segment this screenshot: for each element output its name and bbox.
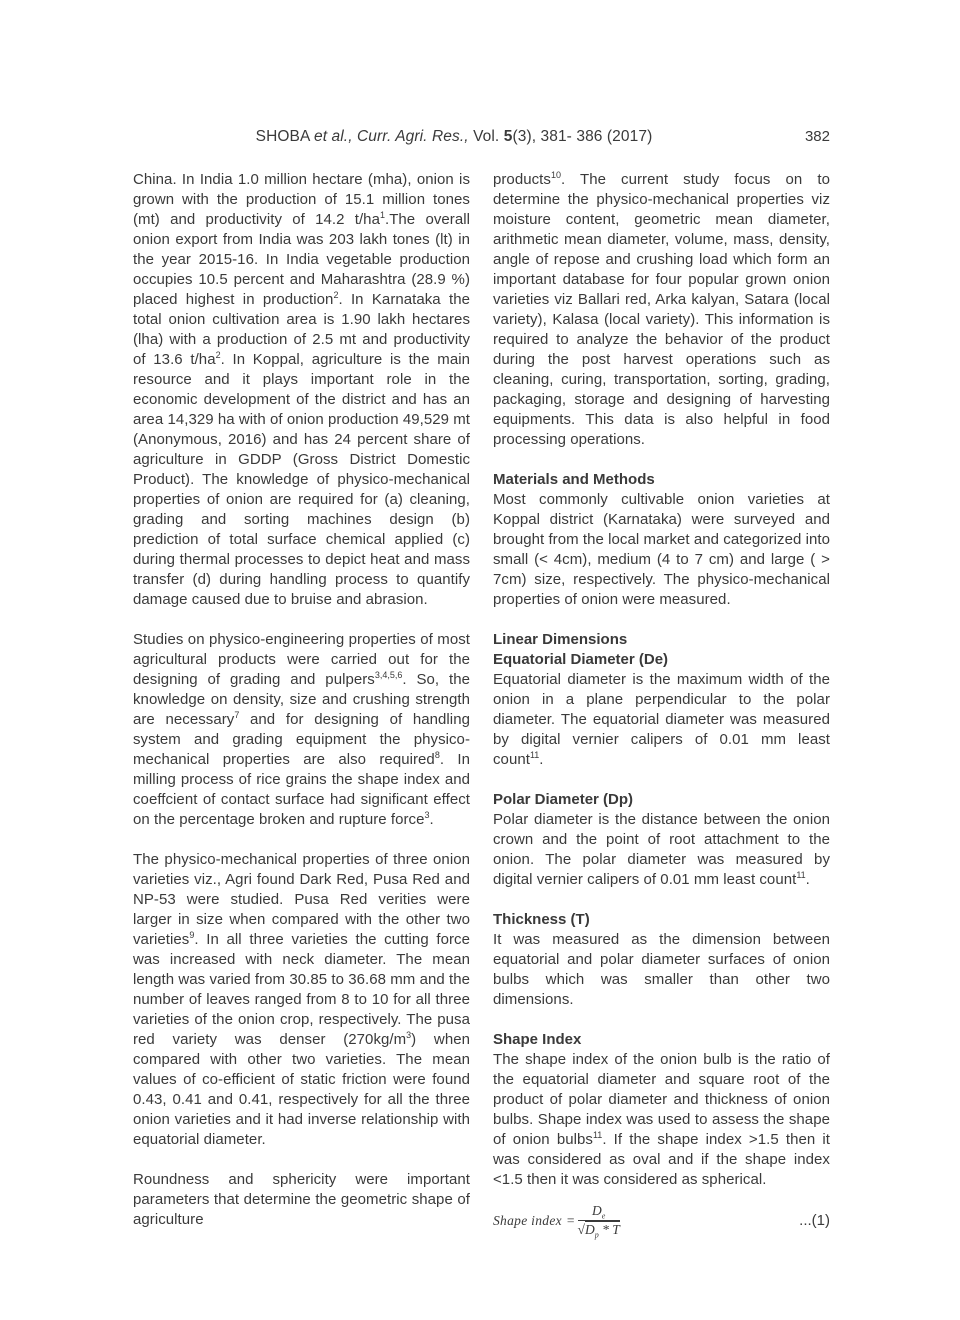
paragraph-physico-engineering-studies: Studies on physico-engineering properties of most agricultural products were carried out for the designing of grading and pulpers$^{3,4,5,6}$. So, the knowledge on density, size and crushing strength are necessary$^7$ and for designing of handling system and grading equipment the physico-mechanical properties are also required$^8$. In milling process of rice grains the shape index and coeffcient of contact surface had significant effect on the percentage broken and rupture force$^3$. — [133, 631, 471, 828]
numerator-subscript: e — [601, 1211, 606, 1221]
equals-sign: = — [566, 1212, 575, 1228]
equation-fraction — [578, 1203, 620, 1238]
heading-thickness: Thickness (T) — [493, 911, 590, 928]
page-header — [133, 128, 830, 150]
left-column — [133, 170, 470, 1238]
equation-lhs: Shape index — [493, 1212, 562, 1228]
paragraph-current-study: products$^{10}$. The current study focus on to determine the physico-mechanical properties viz moisture content, geometric mean diameter, arithmetic mean diameter, volume, mass, density, angle of repose and crushing load which form an important database for four popular grown onion varieties viz Ballari red, Arka kalyan, Satara (local variety), Kalasa (local variety). This information is required to analyze the behavior of the product during the post harvest operations such as cleaning, curing, transportation, sorting, grading, packaging, storage and designing of harvesting equipments. This data is also helpful in food processing operations. — [493, 170, 830, 448]
denominator-symbol: D — [584, 1222, 595, 1237]
numerator-symbol: D — [591, 1203, 602, 1218]
shape-index-equation — [493, 1203, 830, 1238]
heading-shape-index: Shape Index — [493, 1031, 582, 1048]
running-head-citation: SHOBA et al., Curr. Agri. Res., Vol. 5(3), 381- 386 (2017) — [255, 128, 653, 145]
page-number: 382 — [804, 128, 830, 145]
article-body — [133, 170, 830, 1238]
paragraph-thickness: It was measured as the dimension between equatorial and polar diameter surfaces of onion bulbs which was smaller than other two dimensions. — [493, 931, 830, 1008]
radical-sign: √ — [577, 1222, 585, 1237]
heading-materials-and-methods: Materials and Methods — [493, 471, 655, 488]
paragraph-shape-index: The shape index of the onion bulb is the ratio of the equatorial diameter and square root of the product of polar diameter and thickness of onion bulbs. Shape index was used to assess the shape of onion bulbs$^{11}$. If the shape index >1.5 then it was considered as oval and if the shape index <1.5 then it was considered as spherical. — [493, 1051, 831, 1188]
paragraph-india-onion-production: China. In India 1.0 million hectare (mha), onion is grown with the production of 15.1 million tones (mt) and productivity of 14.2 $t/ha^1.The$ overall onion export from India was 203 lakh tones (lt) in the year 2015-16. In India vegetable production occupies 10.5 percent and Maharashtra (28.9 %) placed highest in production$^2$. In Karnataka the total onion cultivation area is 1.90 lakh hectares (lha) with a production of 2.5 mt and productivity of 13.6 $t/ha^2$. In Koppal, agriculture is the main resource and it plays important role in the economic development of the district and has an area 14,329 ha with of onion production 49,529 mt (Anonymous, 2016) and has 24 percent share of agriculture in GDDP (Gross District Domestic Product). The knowledge of physico-mechanical properties of onion are required for (a) cleaning, grading and sorting machines design (b) prediction of total surface chemical applied (c) during thermal processes to depict heat and mass transfer (d) during handling process to quantify damage caused due to bruise and abrasion. — [133, 171, 470, 608]
paragraph-polar-diameter: Polar diameter is the distance between the onion crown and the point of root attachment to the onion. The polar diameter was measured by digital vernier calipers of 0.01 mm least count$^{11}$. — [493, 811, 830, 888]
equation-expression — [493, 1203, 620, 1238]
denominator-rest: * T — [598, 1222, 620, 1237]
radicand — [584, 1221, 620, 1240]
heading-equatorial-diameter: Equatorial Diameter (De) — [493, 651, 669, 668]
heading-polar-diameter: Polar Diameter (Dp) — [493, 791, 634, 808]
right-column — [493, 170, 830, 1238]
paragraph-equatorial-diameter: Equatorial diameter is the maximum width of the onion in a plane perpendicular to the polar diameter. The equatorial diameter was measured by digital vernier calipers of 0.01 mm least count$^{11}$. — [493, 671, 830, 768]
equation-number: ...(1) — [799, 1212, 830, 1229]
fraction-numerator — [578, 1203, 620, 1221]
heading-linear-dimensions: Linear Dimensions — [493, 631, 628, 648]
fraction-denominator — [578, 1221, 620, 1238]
paragraph-three-onion-varieties: The physico-mechanical properties of three onion varieties viz., Agri found Dark Red, Pusa Red and NP-53 were studied. Pusa Red verities were larger in size when compared with the other two varieties$^9$. In all three varieties the cutting force was increased with neck diameter. The mean length was varied from 30.85 to 36.68 mm and the number of leaves ranged from 8 to 10 for all three varieties of the onion crop, respectively. The pusa red variety was denser $(270kg/m^3)$ when compared with other two varieties. The mean values of co-efficient of static friction were found 0.43, 0.41 and 0.41, respectively for all the three onion varieties and it had inverse relationship with equatorial diameter. — [133, 851, 470, 1148]
paragraph-materials-and-methods: Most commonly cultivable onion varieties at Koppal district (Karnataka) were surveyed and brought from the local market and categorized into small (< 4cm), medium (4 to 7 cm) and large ( > 7cm) size, respectively. The physico-mechanical properties of onion were measured. — [493, 491, 830, 608]
denominator-subscript: p — [594, 1230, 599, 1240]
paragraph-roundness-sphericity: Roundness and sphericity were important parameters that determine the geometric shape of agriculture — [133, 1171, 470, 1228]
